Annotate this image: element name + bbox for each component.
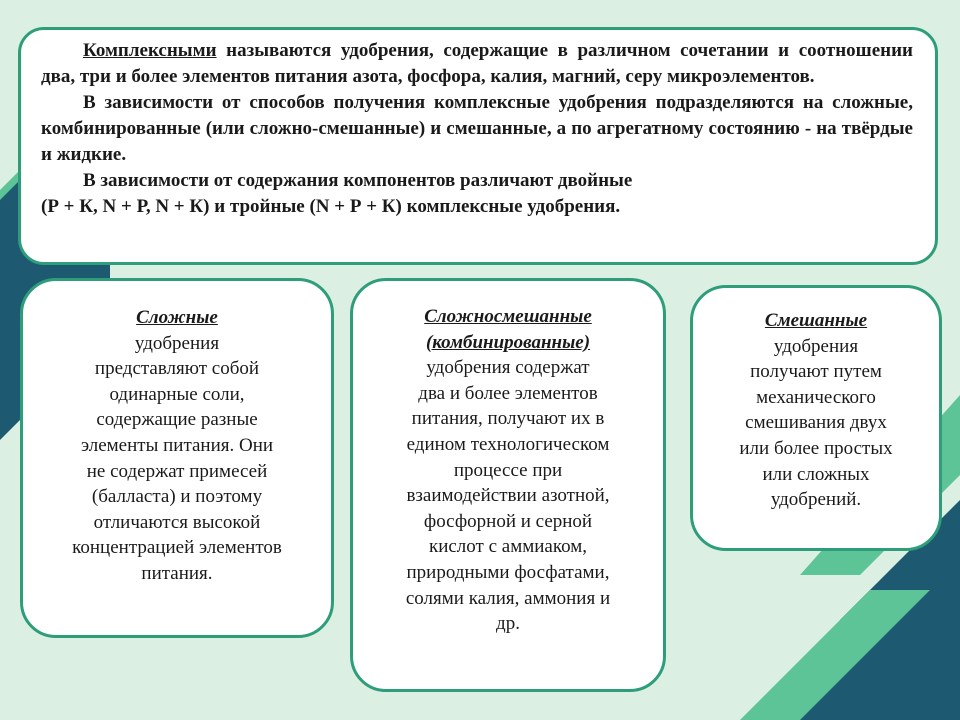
card-line: не содержат примесей xyxy=(86,460,268,482)
card-subtitle: (комбинированные) xyxy=(425,331,591,353)
card-title: Сложносмешанные xyxy=(424,306,592,327)
card-line: др. xyxy=(496,613,520,635)
card-line: удобрения xyxy=(773,335,859,357)
card-line: процессе при xyxy=(453,459,563,481)
card-line: содержащие разные xyxy=(96,409,258,431)
classification-content-paragraph xyxy=(41,168,913,220)
classification-content-line2: (Р + К, N + Р, N + К) и тройные (N + Р + К) комплексные удобрения. xyxy=(41,196,621,217)
card-line: или сложных xyxy=(762,463,870,485)
card-combined-fertilizers xyxy=(350,278,666,692)
card-title: Смешанные xyxy=(764,310,868,331)
card-line: солями калия, аммония и xyxy=(405,587,611,609)
card-line: элементы питания. Они xyxy=(80,434,274,456)
card-line: (балласта) и поэтому xyxy=(91,486,263,508)
card-line: удобрения xyxy=(134,332,220,354)
card-line: отличаются высокой xyxy=(93,511,261,533)
card-mixed-fertilizers xyxy=(690,285,942,551)
card-line: механического xyxy=(756,386,876,408)
definition-text: называются удобрения, содержащие в различном сочетании и соотношении два, три и более элементов питания азота, фосфора, калия, магний, серу микроэлементов. xyxy=(41,40,913,87)
card-line: питания, получают их в xyxy=(411,408,605,430)
card-line: смешивания двух xyxy=(745,412,887,434)
card-line: питания. xyxy=(141,562,213,584)
definition-panel xyxy=(18,27,938,265)
card-line: два и более элементов xyxy=(418,382,598,404)
card-line: удобрений. xyxy=(770,489,862,511)
card-line: получают путем xyxy=(750,361,882,383)
definition-term: Комплексными xyxy=(83,40,217,61)
card-line: или более простых xyxy=(739,437,893,459)
card-line: одинарные соли, xyxy=(109,383,245,405)
card-title: Сложные xyxy=(136,307,218,328)
card-line: концентрацией элементов xyxy=(72,537,282,559)
classification-content-line1: В зависимости от содержания компонентов различают двойные xyxy=(83,170,633,191)
card-line: фосфорной и серной xyxy=(423,510,593,532)
card-line: природными фосфатами, xyxy=(406,561,610,583)
card-complex-fertilizers xyxy=(20,278,334,638)
card-line: взаимодействии азотной, xyxy=(406,485,610,507)
card-line: кислот с аммиаком, xyxy=(428,536,588,558)
card-line: представляют собой xyxy=(94,358,260,380)
classification-method-paragraph: В зависимости от способов получения комплексные удобрения подразделяются на сложные, комбинированные (или сложно-смешанные) и смешанные, а по агрегатному состоянию - на твёрдые и жидкие. xyxy=(41,92,913,165)
definition-paragraph xyxy=(41,38,913,90)
card-line: едином технологическом xyxy=(406,433,610,455)
card-line: удобрения содержат xyxy=(426,357,590,379)
